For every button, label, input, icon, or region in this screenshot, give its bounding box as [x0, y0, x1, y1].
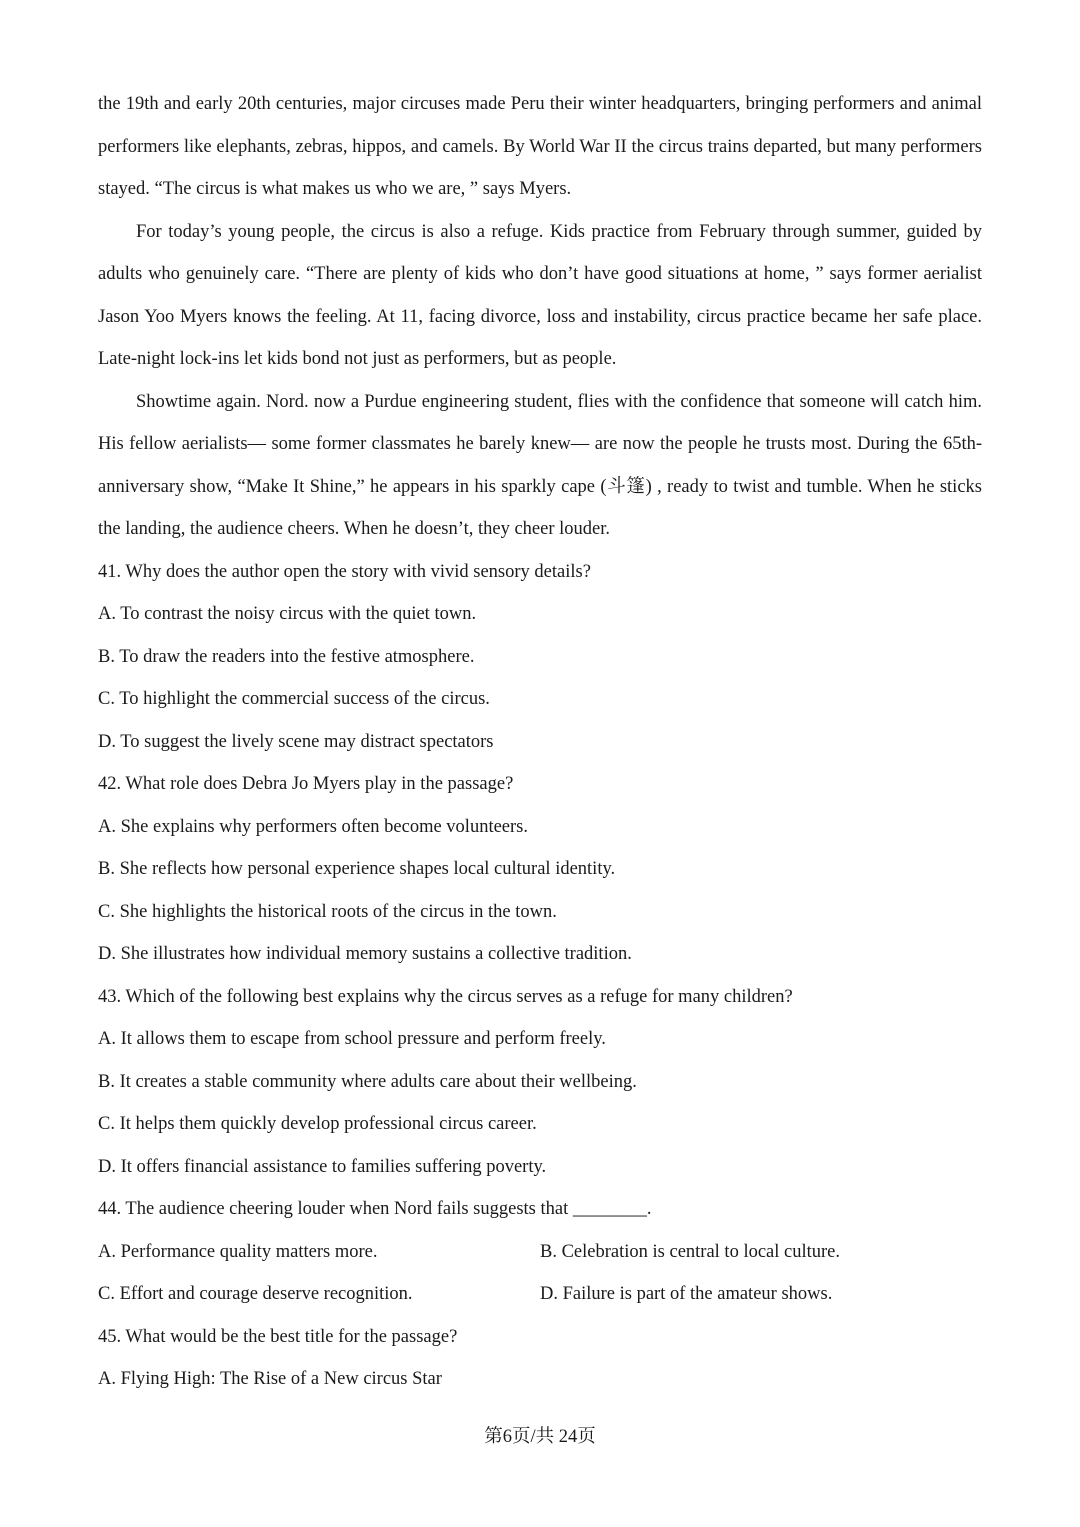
question-43-option-d: D. It offers financial assistance to families suffering poverty. [98, 1156, 547, 1177]
question-45 [98, 1316, 982, 1401]
question-42-option-c: C. She highlights the historical roots of the circus in the town. [98, 901, 557, 922]
question-44 [98, 1188, 982, 1316]
question-44-stem: 44. The audience cheering louder when Nord fails suggests that ________. [98, 1199, 652, 1219]
question-41 [98, 551, 982, 764]
question-42-stem: 42. What role does Debra Jo Myers play in the passage? [98, 774, 514, 794]
question-44-options-row-1 [98, 1231, 982, 1274]
question-45-stem: 45. What would be the best title for the passage? [98, 1326, 458, 1347]
question-41-stem: 41. Why does the author open the story with vivid sensory details? [98, 561, 591, 582]
question-43-option-b: B. It creates a stable community where adults care about their wellbeing. [98, 1071, 637, 1092]
question-43-option-a: A. It allows them to escape from school pressure and perform freely. [98, 1029, 606, 1049]
question-41-option-c: C. To highlight the commercial success of the circus. [98, 689, 490, 709]
passage-paragraph-2: For today’s young people, the circus is also a refuge. Kids practice from February through summer, guided by adults who genuinely care. “There are plenty of kids who don’t have good situations at home, ” says former aerialist Jason Yoo Myers knows the feeling. At 11, facing divorce, loss and instability, circus practice became her safe place. Late-night lock-ins let kids bond not just as performers, but as people. [98, 221, 982, 369]
question-43-stem: 43. Which of the following best explains why the circus serves as a refuge for many children? [98, 986, 793, 1007]
question-44-option-d: D. Failure is part of the amateur shows. [540, 1284, 833, 1304]
question-42-option-b: B. She reflects how personal experience shapes local cultural identity. [98, 859, 616, 879]
question-42 [98, 763, 982, 976]
question-42-option-d: D. She illustrates how individual memory sustains a collective tradition. [98, 944, 632, 964]
question-43 [98, 976, 982, 1189]
passage-paragraph-1: the 19th and early 20th centuries, major circuses made Peru their winter headquarters, bringing performers and animal performers like elephants, zebras, hippos, and camels. By World War II the circus trains departed, but many performers stayed. “The circus is what makes us who we are, ” says Myers. [98, 94, 982, 199]
question-44-options-row-2 [98, 1273, 982, 1316]
question-43-option-c: C. It helps them quickly develop professional circus career. [98, 1114, 537, 1134]
question-41-option-a: A. To contrast the noisy circus with the quiet town. [98, 604, 477, 624]
question-41-option-b: B. To draw the readers into the festive atmosphere. [98, 646, 475, 667]
question-44-option-b: B. Celebration is central to local culture. [540, 1241, 841, 1262]
question-42-option-a: A. She explains why performers often become volunteers. [98, 816, 528, 837]
exam-page-content [98, 83, 982, 1401]
passage-paragraph-3: Showtime again. Nord. now a Purdue engineering student, flies with the confidence that someone will catch him. His fellow aerialists— some former classmates he barely knew— are now the people he trusts most. During the 65th-anniversary show, “Make It Shine,” he appears in his sparkly cape (斗篷) , ready to twist and tumble. When he sticks the landing, the audience cheers. When he doesn’t, they cheer louder. [98, 391, 982, 539]
question-45-option-a: A. Flying High: The Rise of a New circus Star [98, 1369, 442, 1389]
question-44-option-a: A. Performance quality matters more. [98, 1241, 378, 1262]
question-44-option-c: C. Effort and courage deserve recognition. [98, 1284, 413, 1304]
question-41-option-d: D. To suggest the lively scene may distract spectators [98, 731, 494, 752]
page-number-footer: 第6页/共 24页 [484, 1427, 596, 1447]
